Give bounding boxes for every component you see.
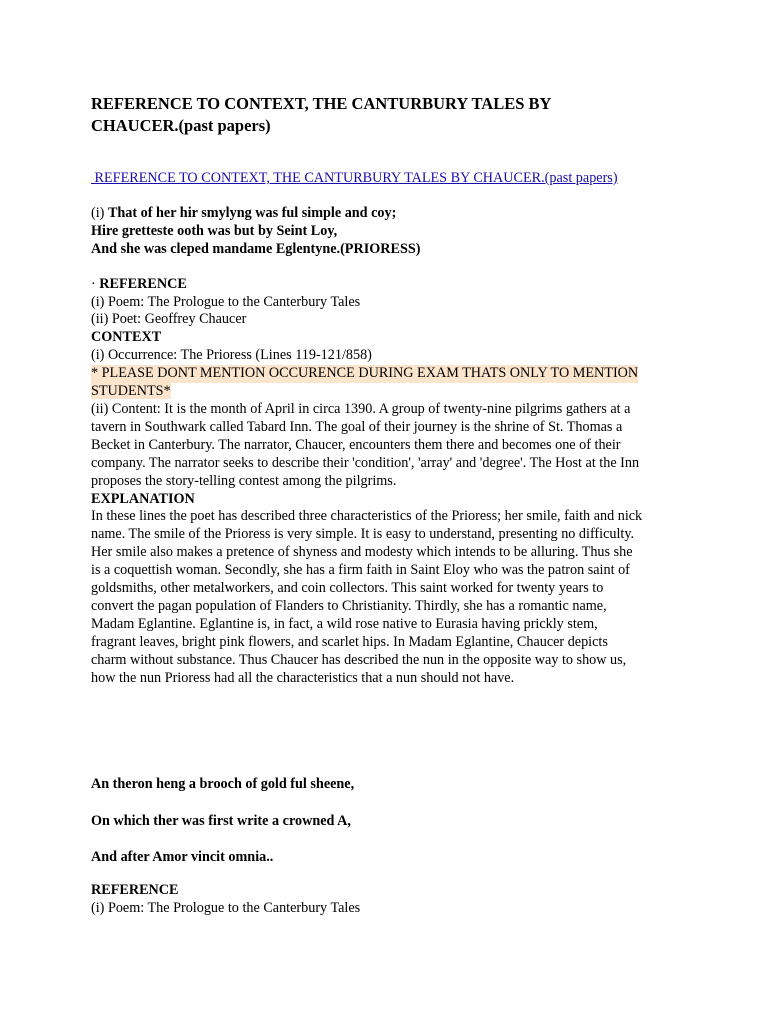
explanation-line: Her smile also makes a pretence of shyness and modesty which intends to be alluring. Thus she xyxy=(91,544,633,561)
page-title xyxy=(91,93,701,137)
quote-line-2: Hire gretteste ooth was but by Seint Loy, xyxy=(91,222,338,239)
explanation-line: how the nun Prioress had all the characteristics that a nun should not have. xyxy=(91,669,515,686)
verse-line-3: And after Amor vincit omnia.. xyxy=(91,849,274,865)
verse-line-1: An theron heng a brooch of gold ful sheene, xyxy=(91,776,355,792)
bullet: · xyxy=(91,275,100,292)
poet-line: (ii) Poet: Geoffrey Chaucer xyxy=(91,311,247,328)
content-line: company. The narrator seeks to describe their 'condition', 'array' and 'degree'. The Host at the Inn xyxy=(91,454,640,471)
quote-line-3: And she was cleped mandame Eglentyne.(PRIORESS) xyxy=(91,240,421,257)
verse-line-2: On which ther was first write a crowned A, xyxy=(91,813,351,829)
quote-prefix: (i) xyxy=(91,204,108,221)
poem2-line: (i) Poem: The Prologue to the Canterbury Tales xyxy=(91,899,361,916)
title-link[interactable]: REFERENCE TO CONTEXT, THE CANTURBURY TALES BY CHAUCER.(past papers) xyxy=(91,170,618,186)
quote-text-1: That of her hir smylyng was ful simple and coy; xyxy=(107,204,397,221)
quote-line-1 xyxy=(91,205,691,223)
title-line-2: CHAUCER.(past papers) xyxy=(91,116,271,135)
second-reference xyxy=(91,882,360,918)
explanation-line: name. The smile of the Prioress is very simple. It is easy to understand, presenting no difficulty. xyxy=(91,526,635,543)
note-line-2: STUDENTS* xyxy=(91,383,171,400)
content-line: proposes the story-telling contest among the pilgrims. xyxy=(91,472,397,489)
content-line: Becket in Canterbury. The narrator, Chaucer, encounters them there and becomes one of their xyxy=(91,436,621,453)
reference-heading xyxy=(91,276,691,294)
explanation-line: is a coquettish woman. Secondly, she has a firm faith in Saint Eloy who was the patron saint of xyxy=(91,562,630,579)
explanation-heading: EXPLANATION xyxy=(91,490,195,507)
explanation-line: fragrant leaves, bright pink flowers, and scarlet hips. In Madam Eglantine, Chaucer depicts xyxy=(91,633,608,650)
occurrence-line: (i) Occurrence: The Prioress (Lines 119-121/858) xyxy=(91,347,372,364)
explanation-line: goldsmiths, other metalworkers, and coin collectors. This saint worked for twenty years to xyxy=(91,580,604,597)
explanation-line: Madam Eglantine. Eglantine is, in fact, a wild rose native to Eurasia having prickly stem, xyxy=(91,615,598,632)
content-line: tavern in Southwark called Tabard Inn. The goal of their journey is the shrine of St. Thomas a xyxy=(91,418,623,435)
reference2-heading: REFERENCE xyxy=(91,882,179,898)
explanation-line: In these lines the poet has described three characteristics of the Prioress; her smile, faith and nick xyxy=(91,508,643,525)
explanation-line: convert the pagan population of Flanders to Christianity. Thirdly, she has a romantic name, xyxy=(91,597,607,614)
document-body xyxy=(91,170,691,687)
explanation-line: charm without substance. Thus Chaucer has described the nun in the opposite way to show us, xyxy=(91,651,627,668)
content-line: (ii) Content: It is the month of April in circa 1390. A group of twenty-nine pilgrims gathers at a xyxy=(91,400,631,417)
highlighted-note xyxy=(91,365,691,401)
title-line-1: REFERENCE TO CONTEXT, THE CANTURBURY TALES BY xyxy=(91,94,552,113)
context-heading: CONTEXT xyxy=(91,329,162,346)
poem-line: (i) Poem: The Prologue to the Canterbury Tales xyxy=(91,293,361,310)
note-line-1: * PLEASE DONT MENTION OCCURENCE DURING EXAM THATS ONLY TO MENTION xyxy=(91,365,639,382)
reference-heading-text: REFERENCE xyxy=(99,275,187,292)
